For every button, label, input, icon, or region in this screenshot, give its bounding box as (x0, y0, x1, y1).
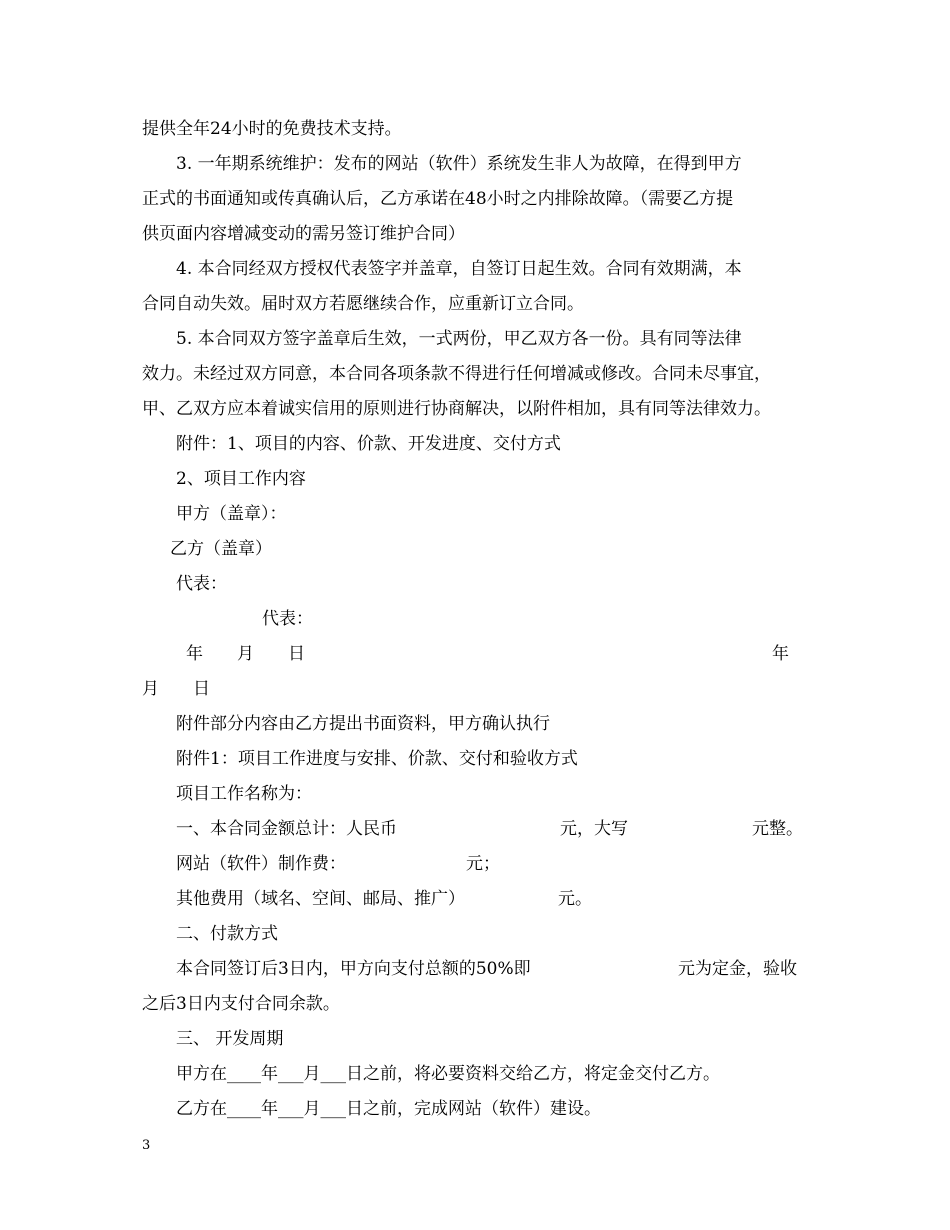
text-line: 正式的书面通知或传真确认后，乙方承诺在48小时之内排除故障。（需要乙方提 (142, 189, 734, 209)
text-line: 项目工作名称为： (176, 784, 312, 804)
text-line: 合同自动失效。届时双方若愿继续合作，应重新订立合同。 (142, 294, 584, 314)
payment-terms-line-end: 元为定金，验收 (678, 959, 797, 979)
text-line: 提供全年24小时的免费技术支持。 (142, 119, 402, 139)
contract-total-unit: 元，大写 (560, 819, 628, 839)
schedule-line: 乙方在____年___月___日之前，完成网站（软件）建设。 (176, 1099, 601, 1119)
text-line: 4. 本合同经双方授权代表签字并盖章，自签订日起生效。合同有效期满，本 (176, 259, 742, 279)
text-line: 甲、乙双方应本着诚实信用的原则进行协商解决，以附件相加，具有同等法律效力。 (142, 399, 771, 419)
signature-representative-a: 代表： (176, 574, 227, 594)
development-fee-label: 网站（软件）制作费： (176, 854, 346, 874)
signature-date-a: 年 月 日 (186, 644, 305, 664)
development-fee-unit: 元； (466, 854, 500, 874)
section-heading: 三、 开发周期 (176, 1029, 284, 1049)
other-fees-unit: 元。 (558, 889, 592, 909)
text-line: 3. 一年期系统维护：发布的网站（软件）系统发生非人为故障，在得到甲方 (176, 154, 742, 174)
text-line: 供页面内容增减变动的需另签订维护合同） (142, 224, 465, 244)
text-line: 附件部分内容由乙方提出书面资料，甲方确认执行 (176, 714, 550, 734)
signature-representative-b: 代表： (262, 609, 313, 629)
section-heading: 二、付款方式 (176, 924, 278, 944)
signature-date-b: 月 日 (142, 679, 210, 699)
text-line: 效力。未经过双方同意，本合同各项条款不得进行任何增减或修改。合同未尽事宜， (142, 364, 771, 384)
signature-party-a: 甲方（盖章）： (176, 504, 287, 524)
page-number: 3 (142, 1138, 151, 1153)
signature-party-b: 乙方（盖章） (170, 539, 272, 559)
contract-total-end: 元整。 (752, 819, 803, 839)
text-line: 之后3日内支付合同余款。 (142, 994, 340, 1014)
payment-terms-line: 本合同签订后3日内，甲方向支付总额的50%即 (176, 959, 531, 979)
other-fees-label: 其他费用（域名、空间、邮局、推广） (176, 889, 465, 909)
signature-date-b-year: 年 (772, 644, 789, 664)
text-line: 附件：1、项目的内容、价款、开发进度、交付方式 (176, 434, 561, 454)
text-line: 2、项目工作内容 (176, 469, 306, 489)
text-line: 5. 本合同双方签字盖章后生效，一式两份，甲乙双方各一份。具有同等法律 (176, 329, 742, 349)
contract-total-label: 一、本合同金额总计：人民币 (176, 819, 397, 839)
text-line: 附件1：项目工作进度与安排、价款、交付和验收方式 (176, 749, 578, 769)
schedule-line: 甲方在____年___月___日之前，将必要资料交给乙方，将定金交付乙方。 (176, 1064, 720, 1084)
